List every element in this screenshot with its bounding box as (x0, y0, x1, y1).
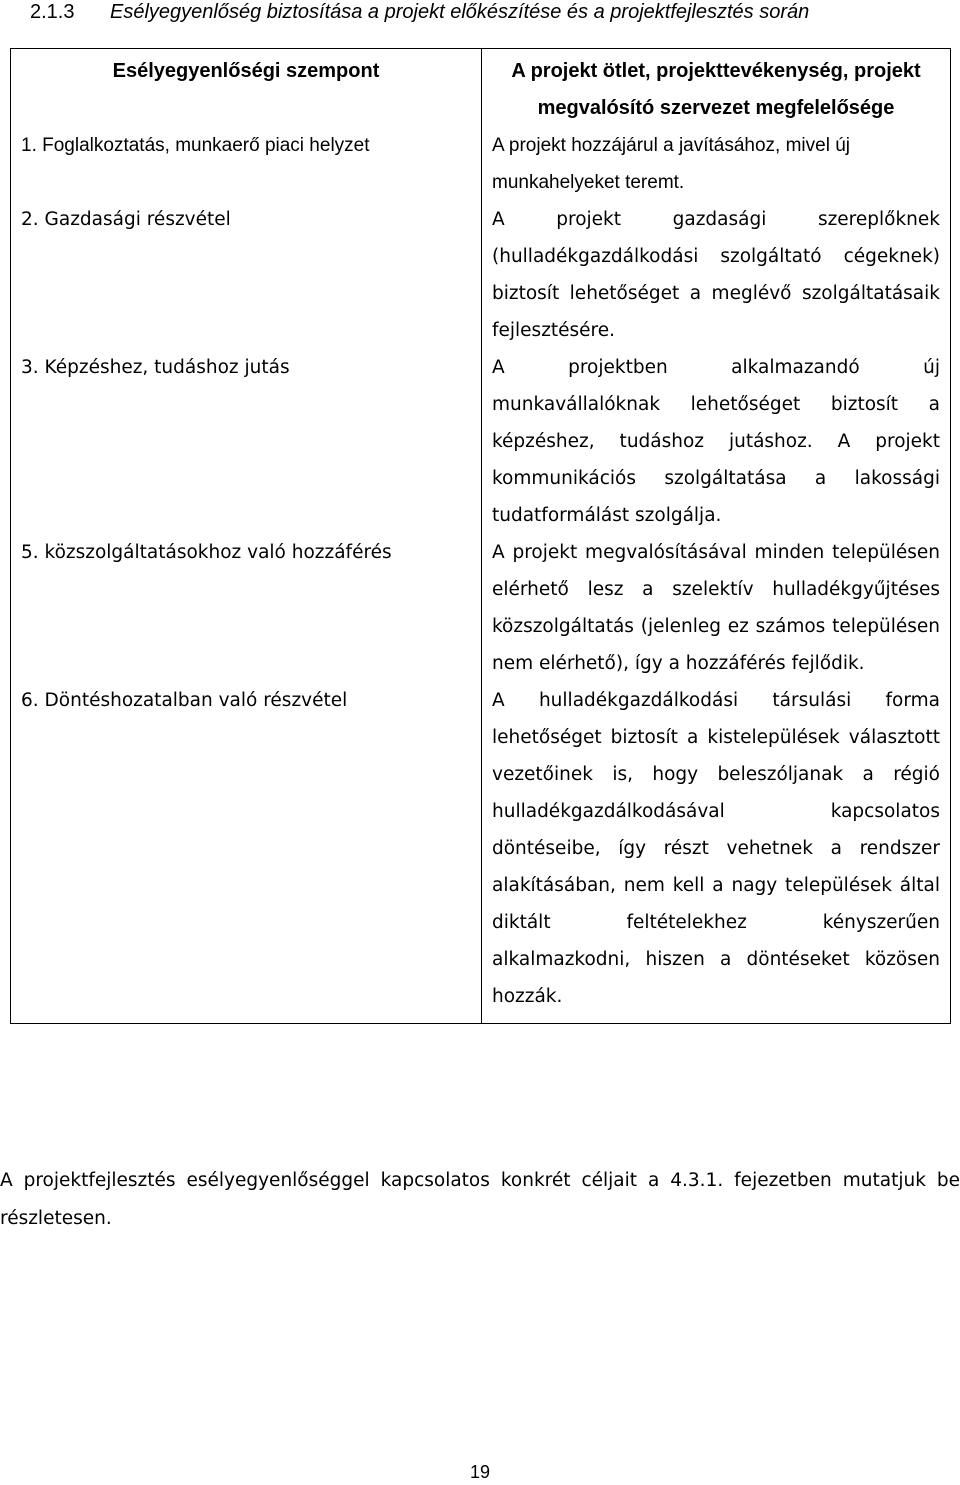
row-aspect: 1. Foglalkoztatás, munkaerő piaci helyzet (11, 127, 482, 201)
header-assessment: A projekt ötlet, projekttevékenység, projekt megvalósító szervezet megfelelősége (482, 49, 951, 128)
row-assessment: A projektben alkalmazandó új munkavállalóknak lehetőséget biztosít a képzéshez, tudáshoz jutáshoz. A projekt kommunikációs szolgáltatása a lakossági tudatformálást szolgálja. (482, 349, 951, 534)
row-aspect: 3. Képzéshez, tudáshoz jutás (11, 349, 482, 534)
row-assessment: A hulladékgazdálkodási társulási forma lehetőséget biztosít a kistelepülések választott vezetőinek is, hogy beleszóljanak a régió hulladékgazdálkodásával kapcsolatos döntéseibe, így részt vehetnek a rendszer alakításában, nem kell a nagy települések által diktált feltételekhez kényszerűen alkalmazkodni, hiszen a döntéseket közösen hozzák. (482, 682, 951, 1024)
table-row (11, 534, 951, 682)
table-row (11, 127, 951, 201)
header-aspect: Esélyegyenlőségi szempont (11, 49, 482, 128)
equal-opportunity-table (10, 48, 951, 1024)
page-number: 19 (469, 1462, 491, 1482)
section-title: Esélyegyenlőség biztosítása a projekt előkészítése és a projektfejlesztés során (110, 1, 810, 23)
row-aspect: 6. Döntéshozatalban való részvétel (11, 682, 482, 1024)
body-paragraph: A projektfejlesztés esélyegyenlőséggel kapcsolatos konkrét céljait a 4.3.1. fejezetben mutatjuk be részletesen. (0, 1170, 960, 1229)
row-assessment: A projekt megvalósításával minden településen elérhető lesz a szelektív hulladékgyűjtéses közszolgáltatás (jelenleg ez számos településen nem elérhető), így a hozzáférés fejlődik. (482, 534, 951, 682)
section-heading (30, 0, 950, 24)
table-row (11, 201, 951, 349)
row-assessment: A projekt hozzájárul a javításához, mivel új munkahelyeket teremt. (482, 127, 951, 201)
row-assessment: A projekt gazdasági szereplőknek (hulladékgazdálkodási szolgáltató cégeknek) biztosít lehetőséget a meglévő szolgáltatásaik fejlesztésére. (482, 201, 951, 349)
table-row (11, 682, 951, 1024)
table-row (11, 349, 951, 534)
section-number: 2.1.3 (30, 1, 75, 23)
table-header-row (11, 49, 951, 128)
row-aspect: 5. közszolgáltatásokhoz való hozzáférés (11, 534, 482, 682)
row-aspect: 2. Gazdasági részvétel (11, 201, 482, 349)
